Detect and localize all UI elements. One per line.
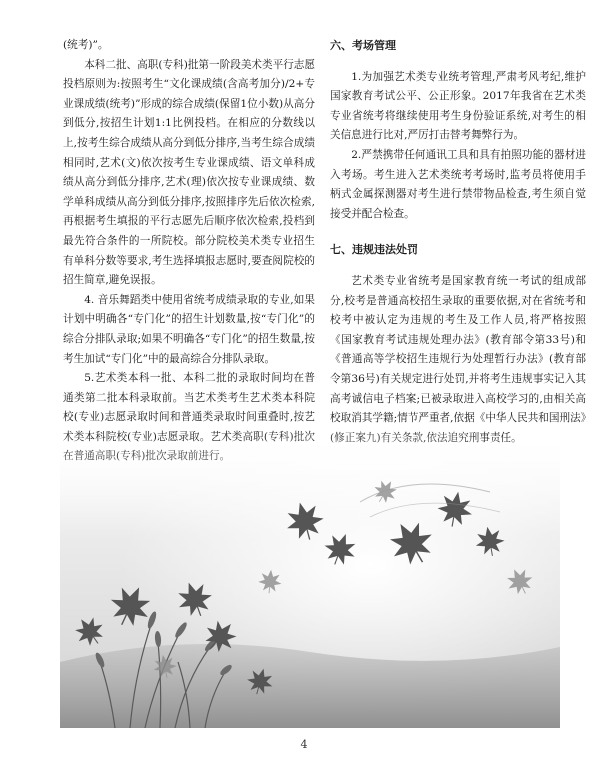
left-column: [63, 36, 315, 467]
paragraph-exam-management-1: 1.为加强艺术类专业统考管理,严肃考风考纪,维护国家教育考试公平、公正形象。2017年我省在艺术类专业省统考将继续使用考生身份验证系统,对考生的相关信息进行比对,严厉打击替考舞弊行为。: [330, 70, 586, 142]
section-heading-exam-management: 六、考场管理: [330, 39, 396, 52]
section-heading-penalties: 七、违规违法处罚: [330, 243, 418, 257]
right-column: [330, 36, 586, 448]
decorative-maple-leaf-illustration: [60, 432, 560, 728]
paragraph-penalties: 艺术类专业省统考是国家教育统一考试的组成部分,校考是普通高校招生录取的重要依据,对在省统考和校考中被认定为违规的考生及工作人员,将严格按照《国家教育考试违规处理办法》(教育部令第33号)和《普通高等学校招生违规行为处理暂行办法》(教育部令第36号)有关规定进行处罚,并将考生违规事实记入其高考诚信电子档案;已被录取进入高校学习的,由相关高校取消其学籍;情节严重者,依据《中华人民共和国刑法》: [330, 274, 586, 425]
page-number: 4: [300, 738, 308, 751]
paragraph-admission-timing: 5.艺术类本科一批、本科二批的录取时间均在普通类第二批本科录取前。当艺术类考生艺术类本科院校(专业)志愿录取时间和普通类录取时间重叠时,按艺: [63, 372, 315, 424]
paragraph-exam-management-2: 2.严禁携带任何通讯工具和具有拍照功能的器材进入考场。考生进入艺术类统考考场时,监考员将使用手柄式金属探测器对考生进行禁带物品检查,考生须自觉接受并配合检查。: [330, 148, 586, 220]
paragraph-continued: (统考)”。: [63, 39, 109, 51]
paragraph-art-admission-principle: 本科二批、高职(专科)批第一阶段美术类平行志愿投档原则为:按照考生“文化课成绩(含高考加分)/2+专业课成绩(统考)”形成的综合成绩(保留1位小数)从高分到低分,按招生计划1:1比例投档。在相应的分数线以上,按考生综合成绩从高分到低分排序,当考生综合成绩相同时,艺术(文)依次按考生专业课成绩、语文单科成绩从高分到低分排序,艺术(理)依次按专业课成绩、数学单科成绩从高分到低分排序,按照排序先后依次检索,再根据考生填报的平行志愿先后顺序依次检索,投档到最先符合条件的一所院校。部分院校美术类专业招生有单科分数等要求,考生选择填报志愿时,要查阅院校的招生简章,避免误报。: [63, 58, 315, 287]
paragraph-music-dance: 4. 音乐舞蹈类中使用省统考成绩录取的专业,如果计划中明确各“专门化”的招生计划数量,按“专门化”的综合分排队录取;如果不明确各“专门化”的招生数量,按考生加试“专门化”中的最高综合分排队录取。: [63, 293, 315, 365]
